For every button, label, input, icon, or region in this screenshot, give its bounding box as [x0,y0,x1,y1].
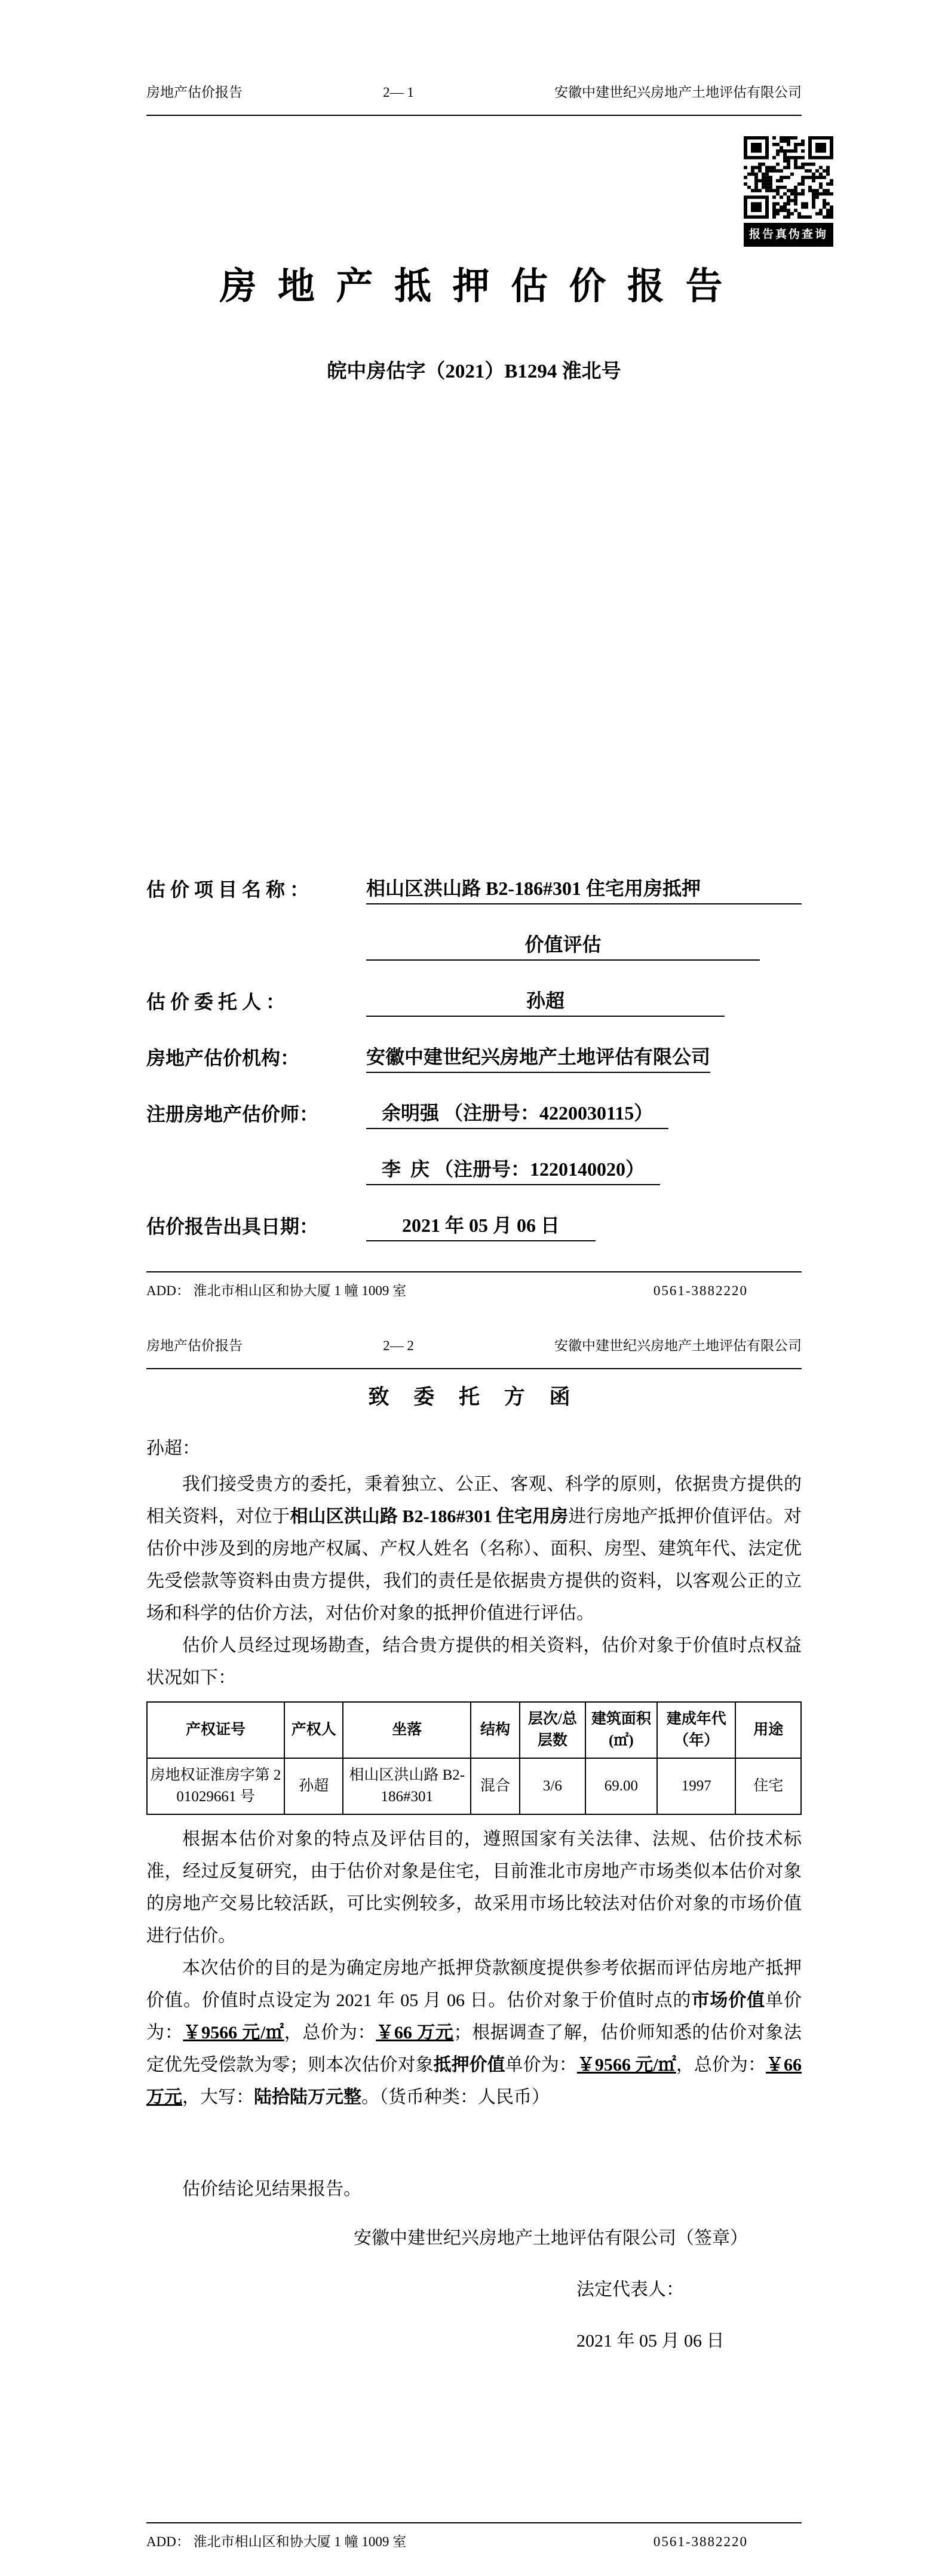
cell-structure: 混合 [471,1758,520,1814]
page1-footer [146,1271,802,1300]
table-header-row [147,1702,801,1758]
col-header-area: 建筑面积(㎡) [585,1702,657,1758]
field-report-date [146,1210,802,1241]
signature-date: 2021 年 05 月 06 日 [576,2331,725,2351]
field-appraiser1-value: 余明强 （注册号：4220030115） [366,1098,668,1129]
qr-label: 报告真伪查询 [744,223,833,247]
cell-use: 住宅 [735,1758,801,1814]
letter-paragraph-2: 估价人员经过现场勘查，结合贵方提供的相关资料，估价对象于价值时点权益状况如下： [146,1636,802,1688]
footer-phone: 0561-3882220 [653,1283,748,1298]
field-appraiser-2 [146,1154,802,1185]
letter-paragraph-4: 本次估价的目的是为确定房地产抵押贷款额度提供参考依据而评估房地产抵押价值。价值时点设定为 2021 年 05 月 06 日。估价对象于价值时点的市场价值单价为：￥9566 元/㎡，总价为：￥66 万元；根据调查了解，估价师知悉的估价对象法定优先受偿款为零；则本次估价对象抵押价值单价为：￥9566 元/㎡，总价为：￥66 万元，大写：陆拾陆万元整。（货币种类：人民币） [146,1958,802,2107]
footer-phone: 0561-3882220 [653,2534,748,2549]
qr-verification-block [744,136,833,247]
letter-paragraph-3: 根据本估价对象的特点及评估目的，遵照国家有关法律、法规、估价技术标准，经过反复研究，由于估价对象是住宅，目前淮北市房地产市场类似本估价对象的房地产交易比较活跃，可比实例较多，故采用市场比较法对估价对象的市场价值进行估价。 [146,1829,802,1946]
header-doc-title: 房地产估价报告 [146,1338,243,1353]
col-header-year: 建成年代（年） [657,1702,735,1758]
field-agency [146,1042,802,1073]
col-header-use: 用途 [735,1702,801,1758]
field-date-label: 估价报告出具日期： [146,1216,319,1237]
field-appraiser2-value: 李 庆 （注册号：1220140020） [366,1154,660,1185]
header-company-name: 安徽中建世纪兴房地产土地评估有限公司 [554,85,802,100]
field-client-value: 孙超 [366,986,725,1017]
field-project-label: 估 价 项 目 名 称 ： [146,879,309,900]
col-header-structure: 结构 [471,1702,520,1758]
letter-salutation: 孙超： [146,1439,200,1458]
signature-company: 安徽中建世纪兴房地产土地评估有限公司（签章） [354,2228,748,2248]
report-doc-number: 皖中房估字（2021）B1294 淮北号 [327,361,621,382]
col-header-certificate: 产权证号 [147,1702,284,1758]
header-page-number: 2— 2 [383,1338,414,1353]
field-client [146,986,802,1017]
field-appraiser-label: 注册房地产估价师： [146,1103,319,1125]
footer-address: ADD： 淮北市相山区和协大厦 1 幢 1009 室 [146,1283,407,1298]
cell-location: 相山区洪山路 B2-186#301 [343,1758,471,1814]
field-client-label: 估 价 委 托 人 ： [146,991,286,1013]
cell-area: 69.00 [585,1758,657,1814]
field-appraiser-1 [146,1098,802,1129]
letter-title: 致 委 托 方 函 [368,1385,580,1409]
col-header-owner: 产权人 [284,1702,343,1758]
col-header-floor: 层次/总层数 [520,1702,585,1758]
field-project-value-line1: 相山区洪山路 B2-186#301 住宅用房抵押 [366,873,802,904]
letter-paragraph-1: 我们接受贵方的委托，秉着独立、公正、客观、科学的原则，依据贵方提供的相关资料，对位于相山区洪山路 B2-186#301 住宅用房进行房地产抵押价值评估。对估价中涉及到的房地产权属、产权人姓名（名称）、面积、房型、建筑年代、法定优先受偿款等资料由贵方提供，我们的责任是依据贵方提供的资料，以客观公正的立场和科学的估价方法，对估价对象的抵押价值进行评估。 [146,1474,802,1623]
field-project-name-cont [146,930,802,961]
col-header-location: 坐落 [343,1702,471,1758]
field-agency-value: 安徽中建世纪兴房地产土地评估有限公司 [366,1042,710,1073]
letter-body [146,1468,802,2357]
header-page-number: 2— 1 [383,85,414,100]
cell-year: 1997 [657,1758,735,1814]
field-project-value-line2: 价值评估 [366,930,760,961]
footer-address: ADD： 淮北市相山区和协大厦 1 幢 1009 室 [146,2534,407,2549]
cover-fields [146,873,802,1266]
page2-footer [146,2522,802,2551]
table-row [147,1758,801,1814]
qr-code [744,136,833,219]
page2-header [146,1337,802,1369]
field-date-value: 2021 年 05 月 06 日 [366,1210,596,1241]
signature-legal-rep: 法定代表人： [576,2280,684,2299]
cell-certificate: 房地权证淮房字第 201029661 号 [147,1758,284,1814]
field-agency-label: 房地产估价机构： [146,1047,300,1069]
cell-floor: 3/6 [520,1758,585,1814]
property-rights-table [146,1701,802,1815]
header-doc-title: 房地产估价报告 [146,85,243,100]
conclusion-note: 估价结论见结果报告。 [182,2179,361,2199]
header-company-name: 安徽中建世纪兴房地产土地评估有限公司 [554,1338,802,1353]
page1-header [146,84,802,116]
report-main-title: 房 地 产 抵 押 估 价 报 告 [219,266,729,307]
field-project-name [146,873,802,904]
cell-owner: 孙超 [284,1758,343,1814]
